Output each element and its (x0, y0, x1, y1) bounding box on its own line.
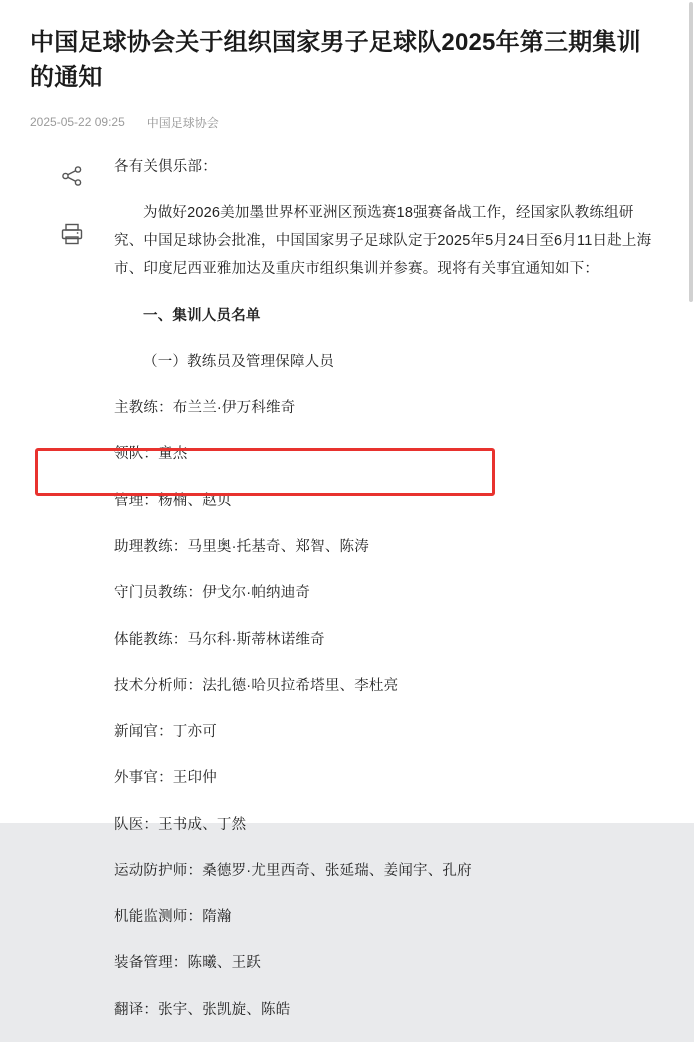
staff-translators: 翻译：张宇、张凯旋、陈皓 (114, 1001, 291, 1018)
article-content (114, 153, 664, 1042)
section-heading-roster: 一、集训人员名单 (143, 307, 261, 324)
staff-assistant-coaches: 助理教练：马里奥·托基奇、郑智、陈涛 (114, 538, 369, 555)
staff-performance-monitor: 机能监测师：隋瀚 (114, 909, 232, 926)
article-meta (30, 114, 664, 131)
staff-team-doctors: 队医：王书成、丁然 (114, 816, 247, 833)
staff-managers: 管理：杨楠、赵贝 (114, 492, 232, 509)
staff-team-leader: 领队：童杰 (114, 446, 188, 463)
subsection-staff: （一）教练员及管理保障人员 (143, 353, 335, 370)
staff-physiotherapists: 运动防护师：桑德罗·尤里西奇、张延瑞、姜闻宇、孔府 (114, 862, 472, 879)
share-icon[interactable] (57, 161, 87, 191)
staff-equipment-managers: 装备管理：陈曦、王跃 (114, 955, 261, 972)
staff-head-coach: 主教练：布兰兰·伊万科维奇 (114, 400, 296, 417)
scrollbar[interactable] (688, 0, 694, 823)
publish-source: 中国足球协会 (146, 115, 219, 130)
article-body-wrap (30, 153, 664, 1042)
page-title: 中国足球协会关于组织国家男子足球队2025年第三期集训的通知 (30, 29, 641, 91)
paragraph-intro: 为做好2026美加墨世界杯亚洲区预选赛18强赛备战工作，经国家队教练组研究、中国足球协会批准，中国国家男子足球队定于2025年5月24日至6月11日赴上海市、印度尼西亚雅加达及重庆市组织集训并参赛。现将有关事宜通知如下： (114, 204, 652, 278)
scrollbar-thumb[interactable] (689, 2, 693, 302)
print-icon[interactable] (57, 219, 87, 249)
side-toolbar (30, 153, 114, 249)
staff-goalkeeper-coach: 守门员教练：伊戈尔·帕纳迪奇 (114, 585, 311, 602)
staff-foreign-affairs-officer: 外事官：王印仲 (114, 770, 217, 787)
staff-press-officer: 新闻官：丁亦可 (114, 724, 217, 741)
staff-technical-analysts: 技术分析师：法扎德·哈贝拉希塔里、李杜亮 (114, 677, 399, 694)
staff-fitness-coach: 体能教练：马尔科·斯蒂林诺维奇 (114, 631, 325, 648)
publish-date: 2025-05-22 09:25 (30, 115, 125, 130)
paragraph-greeting: 各有关俱乐部： (114, 158, 217, 175)
